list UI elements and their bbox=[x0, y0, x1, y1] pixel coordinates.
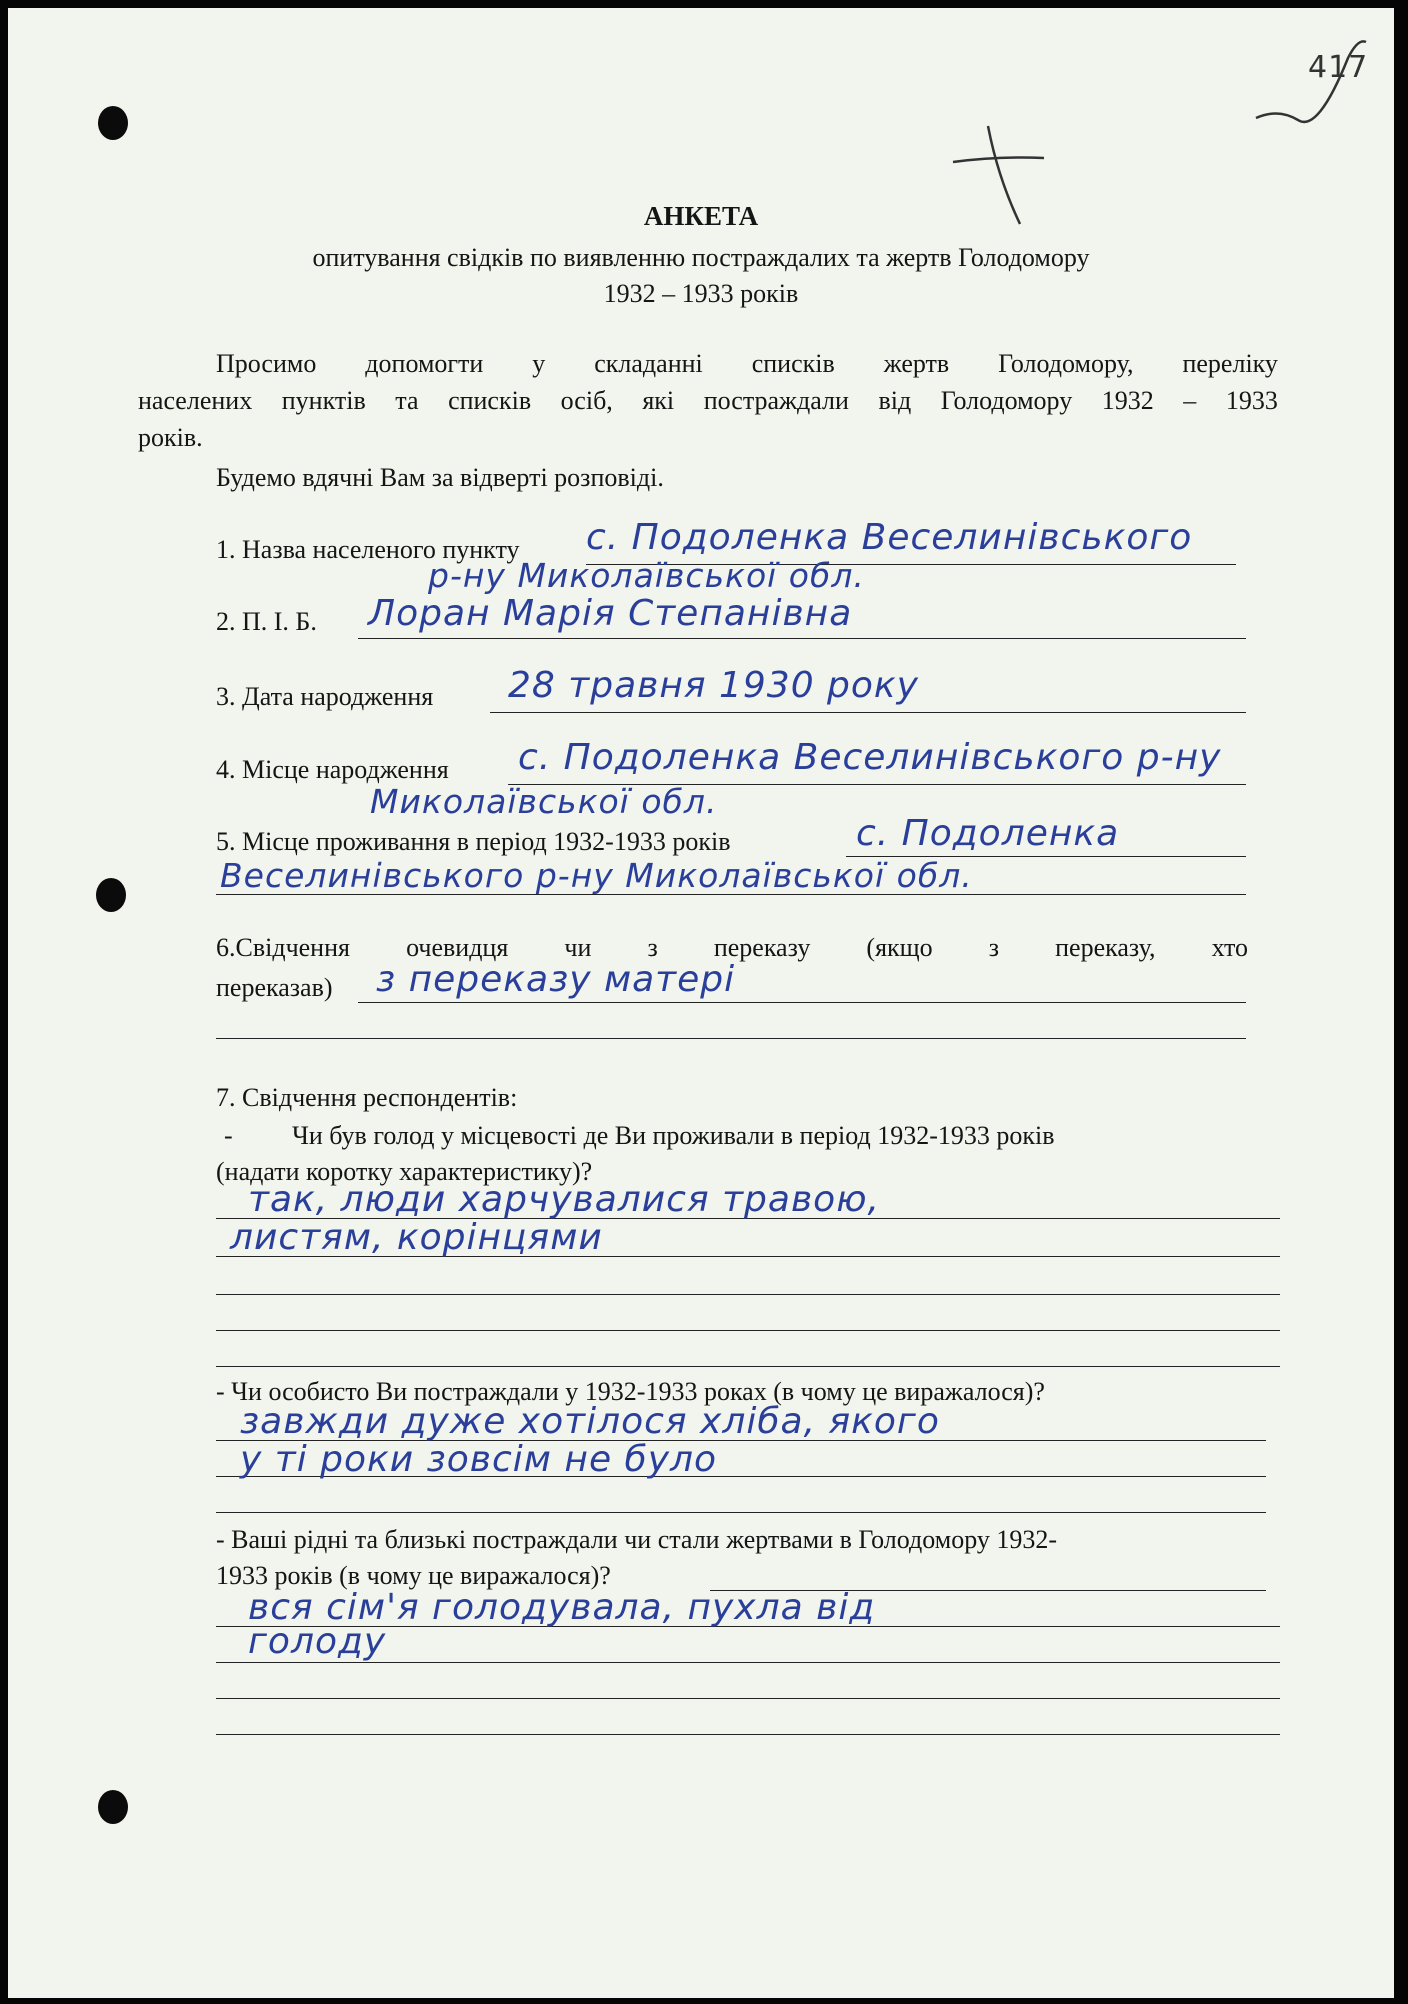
corner-number: 417 bbox=[1308, 50, 1369, 85]
dash: - bbox=[224, 1121, 233, 1150]
a7a-line-5 bbox=[216, 1366, 1280, 1367]
subtitle-line-1: опитування свідків по виявленню постраждалих та жертв Голодомору bbox=[312, 243, 1090, 272]
page-title: АНКЕТА bbox=[643, 201, 759, 231]
q1-label: 1. Назва населеного пункту bbox=[216, 535, 520, 564]
subtitle-line-2: 1932 – 1933 років bbox=[603, 279, 799, 308]
intro-line-3: років. bbox=[138, 423, 203, 452]
section7-heading: 7. Свідчення респондентів: bbox=[216, 1083, 518, 1112]
intro-line-2: населених пунктів та списків осіб, які постраждали від Голодомору 1932 – 1933 bbox=[138, 386, 1278, 415]
questionnaire-page bbox=[8, 8, 1394, 1998]
q4-answer-a: с. Подоленка Веселинівського р-ну bbox=[518, 737, 1222, 778]
a7a-answer-1: так, люди харчувалися травою, bbox=[248, 1179, 880, 1220]
q7a-line-1: Чи був голод у місцевості де Ви проживали в період 1932-1933 років bbox=[292, 1121, 1055, 1150]
q6-answer: з переказу матері bbox=[376, 959, 736, 1000]
a7c-line-3 bbox=[216, 1698, 1280, 1699]
intro-thanks: Будемо вдячні Вам за відверті розповіді. bbox=[216, 463, 664, 492]
a7a-line-3 bbox=[216, 1294, 1280, 1295]
intro-line-1: Просимо допомогти у складанні списків жертв Голодомору, переліку bbox=[216, 349, 1278, 378]
q7a-line-2: (надати коротку характеристику)? bbox=[216, 1157, 593, 1186]
q1-answer-a: с. Подоленка Веселинівського bbox=[586, 517, 1193, 558]
a7c-line-4 bbox=[216, 1734, 1280, 1735]
q6-line-2 bbox=[358, 1002, 1246, 1003]
q3-line bbox=[490, 712, 1246, 713]
q7c-line-1: - Ваші рідні та близькі постраждали чи стали жертвами в Голодомору 1932- bbox=[216, 1525, 1058, 1554]
q1-answer-b: р-ну Миколаївської обл. bbox=[428, 556, 865, 595]
a7a-answer-2: листям, корінцями bbox=[230, 1217, 603, 1258]
a7b-answer-1: завжди дуже хотілося хліба, якого bbox=[240, 1401, 940, 1442]
q6-label-2: переказав) bbox=[216, 973, 333, 1002]
punch-hole-middle bbox=[96, 878, 126, 912]
punch-hole-bottom bbox=[98, 1790, 128, 1824]
q7b: - Чи особисто Ви постраждали у 1932-1933 роках (в чому це виражалося)? bbox=[216, 1377, 1045, 1406]
q4-answer-b: Миколаївської обл. bbox=[370, 782, 718, 821]
q2-label: 2. П. І. Б. bbox=[216, 607, 317, 636]
a7a-line-4 bbox=[216, 1330, 1280, 1331]
q5-answer-a: с. Подоленка bbox=[856, 813, 1120, 854]
q6-line-3 bbox=[216, 1038, 1246, 1039]
a7b-line-3 bbox=[216, 1512, 1266, 1513]
q5-label: 5. Місце проживання в період 1932-1933 років bbox=[216, 827, 731, 856]
q3-label: 3. Дата народження bbox=[216, 682, 434, 711]
a7c-answer-1: вся сім'я голодувала, пухла від bbox=[248, 1587, 876, 1628]
q7c-line-2: 1933 років (в чому це виражалося)? bbox=[216, 1561, 611, 1590]
q3-answer: 28 травня 1930 року bbox=[508, 665, 919, 706]
q2-answer: Лоран Марія Степанівна bbox=[368, 593, 853, 634]
a7c-line-2 bbox=[216, 1662, 1280, 1663]
q5-answer-b: Веселинівського р-ну Миколаївської обл. bbox=[220, 856, 973, 895]
q2-line bbox=[358, 638, 1246, 639]
punch-hole-top bbox=[98, 106, 128, 140]
q4-label: 4. Місце народження bbox=[216, 755, 449, 784]
q6-line-1: 6.Свідчення очевидця чи з переказу (якщо з переказу, хто bbox=[216, 933, 1248, 962]
a7b-answer-2: у ті роки зовсім не було bbox=[240, 1439, 718, 1480]
a7c-answer-2: голоду bbox=[248, 1621, 387, 1662]
